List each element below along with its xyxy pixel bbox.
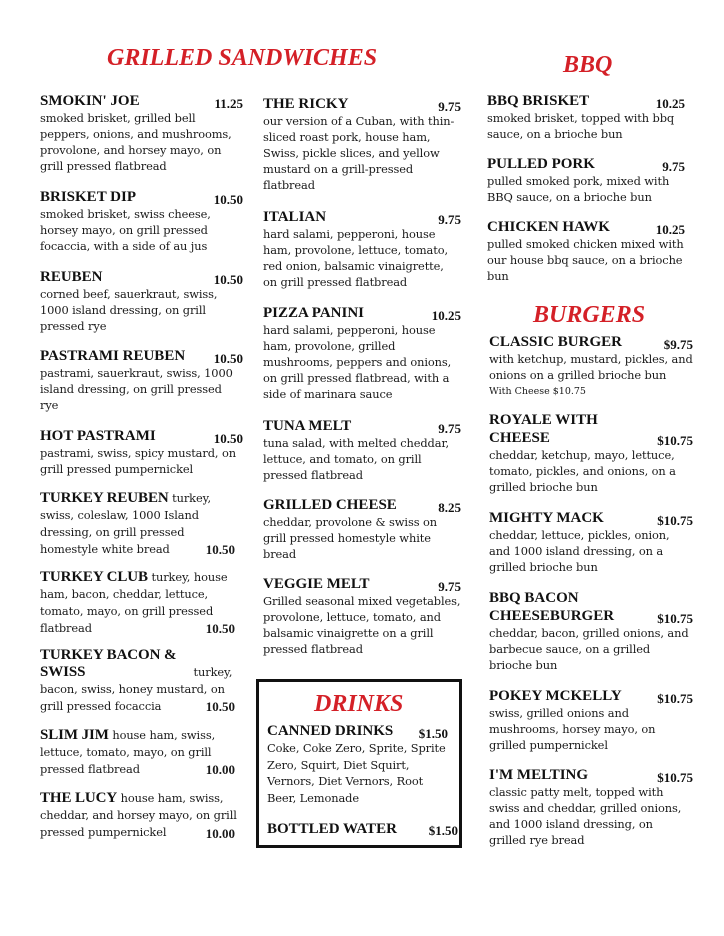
item-description: cheddar, provolone & swiss on grill pressed homestyle white bread [263, 515, 437, 561]
item-description: with ketchup, mustard, pickles, and onions on a grilled brioche bun [489, 352, 693, 382]
menu-item-pokey-mckelly [489, 688, 693, 753]
menu-item-slim-jim [40, 727, 243, 778]
item-name: GRILLED CHEESE [263, 497, 397, 513]
menu-item-pizza-panini [263, 305, 461, 402]
item-description: pastrami, swiss, spicy mustard, on grill pressed pumpernickel [40, 446, 236, 476]
menu-item-chicken-hawk [487, 219, 685, 284]
item-name: BOTTLED WATER [267, 821, 397, 837]
item-price: $9.75 [663, 337, 693, 352]
item-price: 9.75 [438, 99, 461, 114]
item-price: 10.25 [431, 308, 461, 323]
item-name: BBQ BRISKET [487, 93, 590, 109]
menu-item-pastrami-reuben [40, 348, 243, 413]
item-name: CANNED DRINKS [267, 723, 394, 739]
menu-item-turkey-bacon-swiss [40, 647, 243, 715]
item-name: POKEY MCKELLY [489, 688, 622, 704]
item-description: pulled smoked chicken mixed with our house bbq sauce, on a brioche bun [487, 237, 684, 283]
item-description: smoked brisket, grilled bell peppers, onions, and mushrooms, provolone, and horsey mayo, on grill pressed flatbread [40, 111, 232, 173]
item-name: PIZZA PANINI [263, 305, 364, 321]
item-price: 10.50 [205, 542, 235, 557]
item-description: turkey, swiss, coleslaw, 1000 Island dressing, on grill pressed homestyle white bread [40, 491, 211, 556]
item-price: 10.00 [205, 762, 235, 777]
menu-item-mighty-mack [489, 510, 693, 575]
section-title-grilled-sandwiches: GRILLED SANDWICHES [107, 45, 378, 71]
item-price: 10.50 [205, 621, 235, 636]
item-description: turkey, house ham, bacon, cheddar, lettuce, tomato, mayo, on grill pressed flatbread [40, 570, 228, 635]
item-price: 9.75 [438, 421, 461, 436]
item-price: 8.25 [438, 500, 461, 515]
item-price: $10.75 [657, 691, 693, 706]
menu-item-italian [263, 209, 461, 290]
item-price: $10.75 [657, 611, 693, 626]
item-description: hard salami, pepperoni, house ham, provolone, grilled mushrooms, peppers and onions, on grill pressed flatbread, with a side of marinara sauce [263, 323, 452, 401]
item-price: 9.75 [438, 212, 461, 227]
item-price: 9.75 [662, 159, 685, 174]
item-price: 10.00 [205, 826, 235, 841]
item-price: 10.25 [655, 96, 685, 111]
menu-item-canned-drinks [267, 723, 448, 806]
menu-item-the-lucy [40, 790, 243, 841]
menu-item-bottled-water [267, 821, 458, 838]
item-description: pastrami, sauerkraut, swiss, 1000 island dressing, on grill pressed rye [40, 366, 233, 412]
item-description: turkey, bacon, swiss, honey mustard, on grill pressed focaccia [40, 665, 233, 713]
item-description: our version of a Cuban, with thin-sliced roast pork, house ham, Swiss, pickle slices, and yellow mustard on a grill-pressed flatbread [263, 114, 455, 192]
item-name: PULLED PORK [487, 156, 595, 172]
item-name: PASTRAMI REUBEN [40, 348, 186, 364]
menu-item-the-ricky [263, 96, 461, 193]
item-price: 10.50 [213, 272, 243, 287]
item-price: 9.75 [438, 579, 461, 594]
menu-item-veggie-melt [263, 576, 461, 657]
menu-item-bbq-brisket [487, 93, 685, 142]
menu-item-tuna-melt [263, 418, 461, 483]
menu-item-smokin-joe [40, 93, 243, 174]
item-name: ITALIAN [263, 209, 327, 225]
item-name: MIGHTY MACK [489, 510, 604, 526]
item-price: $1.50 [428, 823, 458, 838]
menu-item-brisket-dip [40, 189, 243, 254]
item-price: 11.25 [214, 96, 243, 111]
item-description: Grilled seasonal mixed vegetables, provolone, lettuce, tomato, and balsamic vinaigrette on a grill pressed flatbread [263, 594, 461, 656]
item-price: 10.25 [655, 222, 685, 237]
item-name: SMOKIN' JOE [40, 93, 140, 109]
item-name: TURKEY BACON & SWISS [40, 647, 177, 680]
menu-item-pulled-pork [487, 156, 685, 205]
section-title-burgers: BURGERS [533, 302, 646, 328]
menu-item-royale-with-cheese [489, 411, 693, 495]
item-description: cheddar, bacon, grilled onions, and barbecue sauce, on a grilled brioche bun [489, 626, 689, 672]
item-price: 10.50 [213, 192, 243, 207]
item-name: THE RICKY [263, 96, 349, 112]
item-description: pulled smoked pork, mixed with BBQ sauce, on a brioche bun [487, 174, 670, 204]
menu-item-reuben [40, 269, 243, 334]
item-price: $1.50 [418, 726, 448, 741]
menu-item-grilled-cheese [263, 497, 461, 562]
item-description: house ham, swiss, cheddar, and horsey mayo, on grill pressed pumpernickel [40, 791, 237, 839]
item-description: classic patty melt, topped with swiss and cheddar, grilled onions, and 1000 island dressing, on grilled rye bread [489, 785, 682, 847]
item-description: cheddar, ketchup, mayo, lettuce, tomato, pickles, and onions, on a grilled brioche bun [489, 448, 676, 494]
menu-item-hot-pastrami [40, 428, 243, 477]
item-description: tuna salad, with melted cheddar, lettuce, and tomato, on grill pressed flatbread [263, 436, 450, 482]
section-title-drinks: DRINKS [314, 691, 404, 717]
menu-item-turkey-club [40, 569, 243, 637]
item-price: 10.50 [205, 699, 235, 714]
item-name: CHICKEN HAWK [487, 219, 610, 235]
item-name: TURKEY REUBEN [40, 490, 169, 506]
menu-item-turkey-reuben [40, 490, 243, 558]
item-name: SLIM JIM [40, 727, 109, 743]
item-price: $10.75 [657, 513, 693, 528]
section-title-bbq: BBQ [563, 52, 613, 78]
item-name: I'M MELTING [489, 767, 589, 783]
item-description: smoked brisket, topped with bbq sauce, on a brioche bun [487, 111, 675, 141]
item-name: HOT PASTRAMI [40, 428, 156, 444]
item-name: TUNA MELT [263, 418, 352, 434]
item-name: TURKEY CLUB [40, 569, 148, 585]
item-description: swiss, grilled onions and mushrooms, horsey mayo, on grilled pumpernickel [489, 706, 656, 752]
item-description: smoked brisket, swiss cheese, horsey mayo, on grill pressed focaccia, with a side of au jus [40, 207, 211, 253]
item-description: Coke, Coke Zero, Sprite, Sprite Zero, Squirt, Diet Squirt, Vernors, Diet Vernors, Root Beer, Lemonade [267, 741, 446, 805]
drinks-box [256, 679, 462, 848]
item-price: $10.75 [657, 770, 693, 785]
item-name: REUBEN [40, 269, 103, 285]
item-price: $10.75 [657, 433, 693, 448]
item-name: THE LUCY [40, 790, 118, 806]
item-name: VEGGIE MELT [263, 576, 370, 592]
item-name: BRISKET DIP [40, 189, 137, 205]
item-price: 10.50 [213, 431, 243, 446]
item-note: With Cheese $10.75 [489, 386, 586, 397]
item-name: BBQ BACON CHEESEBURGER [489, 590, 615, 624]
item-description: corned beef, sauerkraut, swiss, 1000 island dressing, on grill pressed rye [40, 287, 218, 333]
item-description: cheddar, lettuce, pickles, onion, and 1000 island dressing, on a grilled brioche bun [489, 528, 670, 574]
item-description: house ham, swiss, lettuce, tomato, mayo, on grill pressed flatbread [40, 728, 216, 776]
item-description: hard salami, pepperoni, house ham, provolone, lettuce, tomato, red onion, balsamic vinaigrette, on grill pressed flatbread [263, 227, 448, 289]
menu-item-classic-burger [489, 334, 693, 399]
item-price: 10.50 [213, 351, 243, 366]
menu-item-im-melting [489, 767, 693, 848]
item-name: CLASSIC BURGER [489, 334, 622, 350]
menu-item-bbq-bacon-cheeseburger [489, 589, 693, 673]
item-name: ROYALE WITH CHEESE [489, 412, 598, 446]
